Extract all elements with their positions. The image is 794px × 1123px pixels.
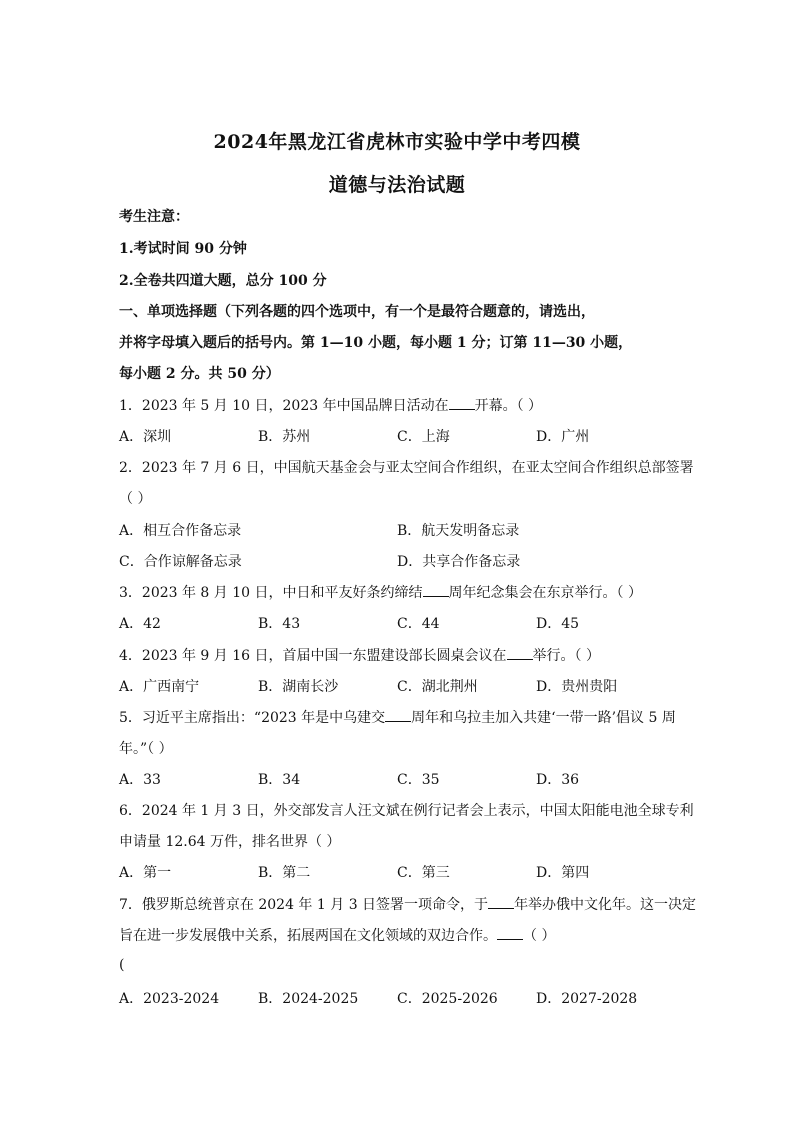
answer-blank [488,896,514,909]
section-heading-line-3: 每小题 2 分。共 50 分） [119,366,280,382]
answer-blank [423,584,449,597]
question-1-option-c: C．上海 [397,429,450,445]
question-7-stem-line-2-end: （ ） [523,928,556,944]
question-6-option-d: D．第四 [536,865,590,881]
page-subtitle: 道德与法治试题 [328,174,466,196]
question-6-stem-line-1: 6．2024 年 1 月 3 日，外交部发言人汪文斌在例行记者会上表示，中国太阳能电池全球专利 [119,803,694,819]
question-6-option-a: A．第一 [119,865,172,881]
question-7-stem-line-3: ( [119,957,125,973]
question-1-option-a: A．深圳 [119,429,172,445]
section-heading-line-2: 并将字母填入题后的括号内。第 1—10 小题，每小题 1 分；订第 11—30 小题， [119,335,633,351]
question-3-stem-start: 3．2023 年 8 月 10 日，中日和平友好条约缔结 [119,585,423,601]
question-4-stem-start: 4．2023 年 9 月 16 日，首届中国一东盟建设部长圆桌会议在 [119,648,507,664]
question-3-option-d: D．45 [536,616,580,632]
page-title: 2024年黑龙江省虎林市实验中学中考四模 [213,131,581,153]
question-4-option-b: B．湖南长沙 [258,679,339,695]
question-5-option-d: D．36 [536,772,580,788]
question-5-stem-end: 周年和乌拉圭加入共建‘一带一路’倡议 5 周 [411,710,676,726]
question-3-stem-end: 周年纪念集会在东京举行。（ ） [448,585,642,601]
answer-blank [449,397,475,410]
answer-blank [497,927,523,940]
notice-item-1: 1.考试时间 90 分钟 [119,241,247,257]
question-4-option-d: D．贵州贵阳 [536,679,618,695]
question-2-option-d: D．共享合作备忘录 [397,554,521,570]
question-6-option-c: C．第三 [397,865,450,881]
question-1-stem-end: 开幕。（ ） [474,398,543,414]
question-1-option-b: B．苏州 [258,429,311,445]
question-4-option-c: C．湖北荆州 [397,679,478,695]
question-7-stem-line-2 [119,925,679,945]
question-3-option-b: B．43 [258,616,301,632]
question-1-stem [119,395,679,415]
question-6-stem-line-2: 申请量 12.64 万件，排名世界（ ） [119,834,341,850]
question-5-stem-start: 5．习近平主席指出：“2023 年是中乌建交 [119,710,386,726]
question-3-option-c: C．44 [397,616,440,632]
answer-blank [385,709,411,722]
question-5-option-b: B．34 [258,772,301,788]
question-2-option-a: A．相互合作备忘录 [119,523,242,539]
question-2-option-c: C．合作谅解备忘录 [119,554,242,570]
question-6-option-b: B．第二 [258,865,311,881]
question-5-stem-line-1 [119,707,679,727]
question-2-stem-line-2: （ ） [119,491,152,507]
question-7-option-d: D．2027-2028 [536,991,638,1007]
question-7-option-a: A．2023-2024 [119,991,220,1007]
notice-heading: 考生注意： [119,209,189,225]
question-2-option-b: B．航天发明备忘录 [397,523,520,539]
question-3-stem [119,582,679,602]
question-1-option-d: D．广州 [536,429,590,445]
question-7-stem-line-2-start: 旨在进一步发展俄中关系，拓展两国在文化领域的双边合作。 [119,928,497,944]
section-heading-line-1: 一、单项选择题（下列各题的四个选项中，有一个是最符合题意的，请选出， [119,304,595,320]
question-4-stem [119,645,679,665]
question-7-option-c: C．2025-2026 [397,991,498,1007]
question-7-stem-start: 7．俄罗斯总统普京在 2024 年 1 月 3 日签署一项命令，于 [119,897,489,913]
notice-item-2: 2.全卷共四道大题，总分 100 分 [119,273,327,289]
question-2-stem-line-1: 2．2023 年 7 月 6 日，中国航天基金会与亚太空间合作组织，在亚太空间合作组织总部签署 [119,460,694,476]
question-7-stem-line-1 [119,894,697,914]
question-3-option-a: A．42 [119,616,161,632]
answer-blank [507,647,533,660]
question-4-stem-end: 举行。（ ） [532,648,600,664]
question-7-option-b: B．2024-2025 [258,991,359,1007]
question-4-option-a: A．广西南宁 [119,679,200,695]
question-5-stem-line-2: 年。”（ ） [119,741,173,757]
question-5-option-c: C．35 [397,772,440,788]
question-1-stem-start: 1．2023 年 5 月 10 日，2023 年中国品牌日活动在 [119,398,449,414]
question-7-stem-end: 年举办俄中文化年。这一决定 [514,897,697,913]
question-5-option-a: A．33 [119,772,161,788]
